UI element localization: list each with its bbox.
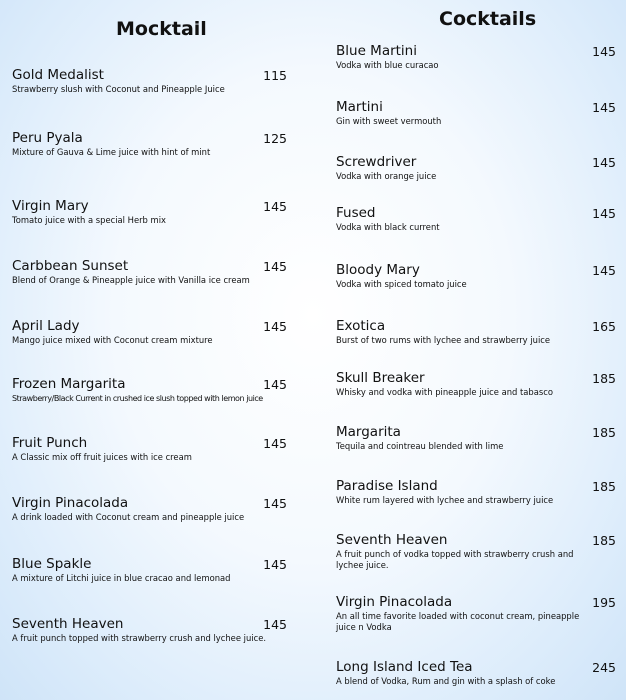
item-price: 145: [592, 100, 616, 115]
item-name: Skull Breaker: [336, 370, 425, 386]
menu-item: [336, 594, 616, 633]
item-name: Bloody Mary: [336, 262, 420, 278]
item-name: Long Island Iced Tea: [336, 659, 473, 675]
item-price: 185: [592, 425, 616, 440]
item-description: A fruit punch of vodka topped with strawberry crush and lychee juice.: [336, 549, 574, 570]
cocktails-heading: Cocktails: [439, 8, 537, 30]
menu-item: [12, 258, 294, 286]
menu-item: [336, 532, 616, 571]
item-description: A blend of Vodka, Rum and gin with a splash of coke: [336, 676, 556, 686]
menu-item: [12, 318, 294, 346]
item-description: Strawberry/Black Current in crushed ice slush topped with lemon juice: [12, 394, 263, 403]
item-name: Seventh Heaven: [12, 616, 124, 632]
item-price: 145: [263, 617, 287, 632]
item-name: Virgin Mary: [12, 198, 89, 214]
item-description: Vodka with orange juice: [336, 171, 437, 181]
item-description: Mixture of Gauva & Lime juice with hint of mint: [12, 147, 211, 157]
menu-item: [336, 370, 616, 398]
item-description: An all time favorite loaded with coconut cream, pineapple juice n Vodka: [336, 611, 580, 632]
menu-item: [336, 205, 616, 233]
item-description: Vodka with spiced tomato juice: [336, 279, 467, 289]
item-name: Seventh Heaven: [336, 532, 448, 548]
menu-item: [336, 262, 616, 290]
item-name: Gold Medalist: [12, 67, 104, 83]
item-name: Screwdriver: [336, 154, 417, 170]
menu-item: [12, 130, 294, 158]
item-description: Gin with sweet vermouth: [336, 116, 442, 126]
item-name: April Lady: [12, 318, 80, 334]
item-price: 145: [263, 436, 287, 451]
item-price: 145: [592, 44, 616, 59]
item-price: 185: [592, 479, 616, 494]
item-name: Fruit Punch: [12, 435, 88, 451]
item-description: Mango juice mixed with Coconut cream mixture: [12, 335, 213, 345]
item-name: Martini: [336, 99, 383, 115]
item-price: 145: [592, 263, 616, 278]
item-price: 245: [592, 660, 616, 675]
item-price: 115: [263, 68, 287, 83]
item-price: 145: [263, 199, 287, 214]
item-description: White rum layered with lychee and strawberry juice: [336, 495, 554, 505]
menu-item: [12, 376, 294, 404]
item-description: A drink loaded with Coconut cream and pineapple juice: [12, 512, 245, 522]
menu-item: [336, 659, 616, 687]
menu-item: [12, 556, 294, 584]
menu-item: [336, 154, 616, 182]
menu-item: [336, 478, 616, 506]
item-description: Tequila and cointreau blended with lime: [336, 441, 504, 451]
item-description: A Classic mix off fruit juices with ice cream: [12, 452, 192, 462]
item-description: Burst of two rums with lychee and strawberry juice: [336, 335, 551, 345]
item-name: Carbbean Sunset: [12, 258, 129, 274]
menu-item: [336, 424, 616, 452]
item-description: Whisky and vodka with pineapple juice and tabasco: [336, 387, 553, 397]
item-description: A mixture of Litchi juice in blue cracao and lemonad: [12, 573, 231, 583]
item-price: 145: [263, 496, 287, 511]
item-description: Vodka with blue curacao: [336, 60, 439, 70]
item-name: Blue Spakle: [12, 556, 92, 572]
item-name: Margarita: [336, 424, 401, 440]
menu-item: [336, 43, 616, 71]
item-name: Fused: [336, 205, 376, 221]
item-price: 145: [592, 206, 616, 221]
menu-item: [12, 616, 294, 644]
item-price: 165: [592, 319, 616, 334]
item-price: 125: [263, 131, 287, 146]
mocktail-heading: Mocktail: [116, 18, 207, 40]
item-description: Blend of Orange & Pineapple juice with Vanilla ice cream: [12, 275, 250, 285]
item-description: Tomato juice with a special Herb mix: [12, 215, 166, 225]
item-price: 185: [592, 533, 616, 548]
item-description: Strawberry slush with Coconut and Pineapple Juice: [12, 84, 225, 94]
item-price: 145: [263, 259, 287, 274]
item-description: A fruit punch topped with strawberry crush and lychee juice.: [12, 633, 267, 643]
menu-item: [12, 495, 294, 523]
menu-item: [336, 318, 616, 346]
item-price: 185: [592, 371, 616, 386]
item-price: 195: [592, 595, 616, 610]
menu-item: [12, 198, 294, 226]
item-name: Virgin Pinacolada: [336, 594, 453, 610]
item-price: 145: [263, 319, 287, 334]
item-name: Peru Pyala: [12, 130, 83, 146]
menu-item: [12, 435, 294, 463]
item-name: Blue Martini: [336, 43, 417, 59]
item-name: Virgin Pinacolada: [12, 495, 129, 511]
menu-item: [12, 67, 294, 95]
item-price: 145: [263, 377, 287, 392]
item-name: Exotica: [336, 318, 386, 334]
menu-item: [336, 99, 616, 127]
item-price: 145: [263, 557, 287, 572]
item-name: Paradise Island: [336, 478, 438, 494]
item-name: Frozen Margarita: [12, 376, 126, 392]
item-price: 145: [592, 155, 616, 170]
item-description: Vodka with black current: [336, 222, 440, 232]
